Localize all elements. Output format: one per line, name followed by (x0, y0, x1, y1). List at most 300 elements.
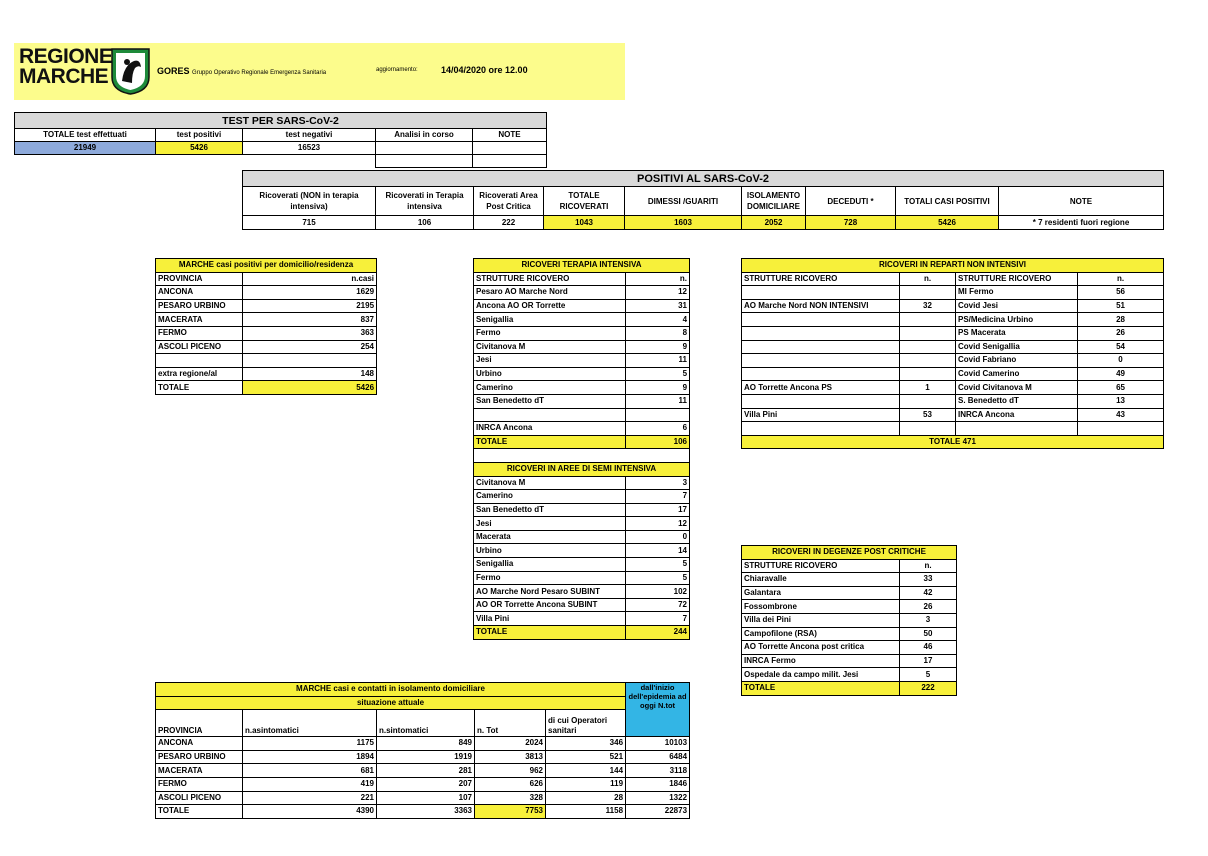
semi-row-cell: 5 (626, 558, 690, 572)
province-row (156, 326, 377, 340)
semi-total-row (474, 626, 690, 640)
semi-row-cell: Macerata (474, 530, 626, 544)
province-row-cell: 363 (243, 326, 377, 340)
semi-row-cell: 12 (626, 517, 690, 531)
reparti-row (742, 340, 1164, 354)
reparti-row-cell: Villa Pini (742, 408, 900, 422)
isolamento-row-cell: 681 (243, 764, 377, 778)
postcritiche-total-row (742, 681, 957, 695)
isolamento-table (155, 682, 690, 819)
isolamento-row (156, 791, 690, 805)
isolamento-header-since-start: dall'inizio dell'epidemia ad oggi N.tot (626, 683, 690, 737)
reparti-row-cell (900, 394, 956, 408)
semi-row (474, 585, 690, 599)
reparti-row-cell (742, 340, 900, 354)
reparti-row-cell (742, 286, 900, 300)
terapia-row (474, 286, 690, 300)
terapia-total-row (474, 435, 690, 449)
semi-row (474, 530, 690, 544)
isolamento-row (156, 750, 690, 764)
postcritiche-row (742, 641, 957, 655)
province-row (156, 299, 377, 313)
reparti-row (742, 299, 1164, 313)
terapia-row-cell: INRCA Ancona (474, 422, 626, 436)
isolamento-row-cell: 144 (546, 764, 626, 778)
province-row-cell: 1629 (243, 286, 377, 300)
reparti-row-cell: Covid Civitanova M (956, 381, 1078, 395)
terapia-row-cell: Ancona AO OR Torrette (474, 299, 626, 313)
postcritiche-row (742, 586, 957, 600)
positivi-header-ricoverati: Ricoverati (NON in terapia intensiva) (243, 187, 376, 216)
isolamento-row-cell: 119 (546, 777, 626, 791)
province-row-cell: ASCOLI PICENO (156, 340, 243, 354)
postcritiche-row-cell: 46 (900, 641, 957, 655)
isolamento-row-cell: 2024 (475, 737, 546, 751)
isolamento-total-sintomatici: 3363 (377, 805, 475, 819)
isolamento-row-cell: 10103 (626, 737, 690, 751)
reparti-row-cell: PS Macerata (956, 326, 1078, 340)
post-critiche-table (741, 545, 957, 696)
update-date: 14/04/2020 ore 12.00 (441, 65, 528, 75)
postcritiche-row-cell: Villa dei Pini (742, 613, 900, 627)
reparti-row-cell: 56 (1078, 286, 1164, 300)
isolamento-subtitle: situazione attuale (156, 696, 626, 710)
terapia-row (474, 367, 690, 381)
terapia-row-cell (626, 408, 690, 422)
terapia-row-cell: Camerino (474, 381, 626, 395)
terapia-row-cell: 8 (626, 326, 690, 340)
province-row-cell: 2195 (243, 299, 377, 313)
reparti-row-cell: 49 (1078, 367, 1164, 381)
isolamento-row (156, 764, 690, 778)
isolamento-row-cell: 6484 (626, 750, 690, 764)
test-header-notes: NOTE (473, 129, 547, 142)
postcritiche-row-cell: Chiaravalle (742, 573, 900, 587)
terapia-row-cell: Pesaro AO Marche Nord (474, 286, 626, 300)
terapia-row-cell: Civitanova M (474, 340, 626, 354)
semi-row (474, 612, 690, 626)
isolamento-row (156, 777, 690, 791)
reparti-row-cell (900, 340, 956, 354)
logo-line-1: REGIONE (19, 45, 113, 68)
terapia-row-cell: 6 (626, 422, 690, 436)
isolamento-row-cell: 346 (546, 737, 626, 751)
terapia-header-name: STRUTTURE RICOVERO (474, 272, 626, 286)
isolamento-row-cell: 1846 (626, 777, 690, 791)
isolamento-row-cell: PESARO URBINO (156, 750, 243, 764)
test-header-total: TOTALE test effettuati (15, 129, 156, 142)
positivi-value-note: * 7 residenti fuori regione (999, 216, 1164, 230)
terapia-row-cell: 9 (626, 381, 690, 395)
postcritiche-row-cell: 26 (900, 600, 957, 614)
isolamento-row-cell: 849 (377, 737, 475, 751)
semi-row (474, 517, 690, 531)
province-header-name: PROVINCIA (156, 272, 243, 286)
postcritiche-row-cell: INRCA Fermo (742, 654, 900, 668)
reparti-row-cell: 43 (1078, 408, 1164, 422)
terapia-row (474, 422, 690, 436)
region-logo-text (19, 47, 112, 87)
reparti-row-cell (1078, 422, 1164, 436)
reparti-row (742, 326, 1164, 340)
isolamento-row-cell: 3118 (626, 764, 690, 778)
semi-row-cell: 17 (626, 503, 690, 517)
postcritiche-row (742, 627, 957, 641)
positivi-header-note: NOTE (999, 187, 1164, 216)
semi-row-cell: Urbino (474, 544, 626, 558)
reparti-row-cell: INRCA Ancona (956, 408, 1078, 422)
isolamento-row-cell: 962 (475, 764, 546, 778)
test-table (14, 112, 547, 168)
terapia-row (474, 354, 690, 368)
test-value-negative: 16523 (243, 142, 376, 155)
isolamento-row-cell: 1175 (243, 737, 377, 751)
reparti-header-row (742, 272, 1164, 286)
positivi-value-totale-ricoverati: 1043 (544, 216, 625, 230)
province-header-row (156, 272, 377, 286)
reparti-non-intensivi-table (741, 258, 1164, 449)
reparti-row-cell: 1 (900, 381, 956, 395)
header-banner (14, 43, 625, 100)
isolamento-total-row (156, 805, 690, 819)
terapia-row (474, 408, 690, 422)
reparti-row (742, 354, 1164, 368)
province-row-cell: 254 (243, 340, 377, 354)
province-row-cell: PESARO URBINO (156, 299, 243, 313)
reparti-row (742, 313, 1164, 327)
postcritiche-row (742, 600, 957, 614)
semi-total-value: 244 (626, 626, 690, 640)
semi-row (474, 503, 690, 517)
test-header-positive: test positivi (156, 129, 243, 142)
positivi-value-terapia: 106 (376, 216, 474, 230)
isolamento-row-cell: MACERATA (156, 764, 243, 778)
postcritiche-row-cell: Galantara (742, 586, 900, 600)
test-value-row (15, 142, 547, 155)
postcritiche-title: RICOVERI IN DEGENZE POST CRITICHE (742, 546, 957, 560)
semi-row-cell: Senigallia (474, 558, 626, 572)
region-emblem-icon (110, 47, 151, 95)
reparti-total: TOTALE 471 (742, 435, 1164, 449)
reparti-row (742, 286, 1164, 300)
province-row-cell: MACERATA (156, 313, 243, 327)
isolamento-row-cell: FERMO (156, 777, 243, 791)
postcritiche-row-cell: 17 (900, 654, 957, 668)
reparti-row-cell (742, 422, 900, 436)
terapia-row-cell: 31 (626, 299, 690, 313)
isolamento-total-asintomatici: 4390 (243, 805, 377, 819)
province-total-label: TOTALE (156, 381, 243, 395)
reparti-row-cell (742, 367, 900, 381)
logo-line-2: MARCHE (19, 65, 109, 88)
isolamento-row-cell: 626 (475, 777, 546, 791)
reparti-row-cell: 0 (1078, 354, 1164, 368)
province-row (156, 313, 377, 327)
reparti-row-cell: Covid Fabriano (956, 354, 1078, 368)
semi-row-cell: Jesi (474, 517, 626, 531)
semi-title: RICOVERI IN AREE DI SEMI INTENSIVA (474, 462, 690, 476)
isolamento-row-cell: 1322 (626, 791, 690, 805)
reparti-row-cell (742, 394, 900, 408)
test-value-pending (376, 142, 473, 155)
province-total-value: 5426 (243, 381, 377, 395)
isolamento-row-cell: 3813 (475, 750, 546, 764)
positivi-header-totali: TOTALI CASI POSITIVI (896, 187, 999, 216)
postcritiche-row-cell: Fossombrone (742, 600, 900, 614)
positivi-header-row (243, 187, 1164, 216)
test-title: TEST PER SARS-CoV-2 (15, 113, 547, 129)
terapia-row (474, 381, 690, 395)
terapia-row-cell: 11 (626, 354, 690, 368)
reparti-row (742, 422, 1164, 436)
reparti-row-cell (900, 326, 956, 340)
isolamento-total-label: TOTALE (156, 805, 243, 819)
postcritiche-row-cell: 50 (900, 627, 957, 641)
positivi-value-totali: 5426 (896, 216, 999, 230)
semi-row (474, 598, 690, 612)
province-total-row (156, 381, 377, 395)
isolamento-row-cell: 1894 (243, 750, 377, 764)
terapia-row-cell: 5 (626, 367, 690, 381)
postcritiche-total-value: 222 (900, 681, 957, 695)
terapia-row-cell: 9 (626, 340, 690, 354)
test-empty-cell (473, 155, 547, 168)
positivi-header-isolamento: ISOLAMENTO DOMICILIARE (742, 187, 806, 216)
semi-row-cell: Fermo (474, 571, 626, 585)
semi-row-cell: 7 (626, 490, 690, 504)
reparti-row-cell (956, 422, 1078, 436)
reparti-row-cell: 65 (1078, 381, 1164, 395)
semi-row-cell: AO OR Torrette Ancona SUBINT (474, 598, 626, 612)
positivi-value-deceduti: 728 (806, 216, 896, 230)
reparti-row-cell: 26 (1078, 326, 1164, 340)
semi-row (474, 571, 690, 585)
postcritiche-row (742, 654, 957, 668)
test-empty-cell (376, 155, 473, 168)
province-title: MARCHE casi positivi per domicilio/residenza (156, 259, 377, 273)
isolamento-header-operatori: di cui Operatori sanitari (546, 710, 626, 737)
semi-row-cell: San Benedetto dT (474, 503, 626, 517)
reparti-row (742, 408, 1164, 422)
positivi-header-dimessi: DIMESSI /GUARITI (625, 187, 742, 216)
test-value-positive: 5426 (156, 142, 243, 155)
reparti-row-cell: AO Torrette Ancona PS (742, 381, 900, 395)
terapia-row-cell: Senigallia (474, 313, 626, 327)
postcritiche-total-label: TOTALE (742, 681, 900, 695)
reparti-row-cell: 32 (900, 299, 956, 313)
terapia-row-cell: 11 (626, 394, 690, 408)
postcritiche-header-count: n. (900, 559, 957, 573)
terapia-row-cell: San Benedetto dT (474, 394, 626, 408)
isolamento-row-cell: 281 (377, 764, 475, 778)
reparti-total-row (742, 435, 1164, 449)
positivi-value-isolamento: 2052 (742, 216, 806, 230)
province-row-cell: 837 (243, 313, 377, 327)
reparti-row (742, 367, 1164, 381)
reparti-row-cell: 28 (1078, 313, 1164, 327)
reparti-row-cell: 54 (1078, 340, 1164, 354)
semi-row-cell: 102 (626, 585, 690, 599)
gores-acronym: GORES (157, 66, 190, 76)
postcritiche-row-cell: 33 (900, 573, 957, 587)
isolamento-total-since-start: 22873 (626, 805, 690, 819)
postcritiche-row-cell: 5 (900, 668, 957, 682)
province-row-cell (243, 354, 377, 368)
semi-row-cell: Camerino (474, 490, 626, 504)
isolamento-header-sintomatici: n.sintomatici (377, 710, 475, 737)
reparti-row-cell: 13 (1078, 394, 1164, 408)
reparti-row-cell: PS/Medicina Urbino (956, 313, 1078, 327)
semi-row (474, 490, 690, 504)
reparti-header-name-2: STRUTTURE RICOVERO (956, 272, 1078, 286)
reparti-row-cell (742, 354, 900, 368)
province-row-cell: 148 (243, 367, 377, 381)
province-row-cell: extra regione/al (156, 367, 243, 381)
isolamento-row-cell: 207 (377, 777, 475, 791)
postcritiche-row (742, 613, 957, 627)
terapia-title: RICOVERI TERAPIA INTENSIVA (474, 259, 690, 273)
positivi-value-row (243, 216, 1164, 230)
semi-row-cell: Villa Pini (474, 612, 626, 626)
terapia-total-label: TOTALE (474, 435, 626, 449)
reparti-row-cell (742, 313, 900, 327)
terapia-header-row (474, 272, 690, 286)
isolamento-header-row (156, 710, 690, 737)
isolamento-header-tot: n. Tot (475, 710, 546, 737)
positivi-header-postcritica: Ricoverati Area Post Critica (474, 187, 544, 216)
reparti-row-cell (900, 367, 956, 381)
gores-full-name: Gruppo Operativo Regionale Emergenza Sanitaria (192, 70, 327, 76)
isolamento-row-cell: ASCOLI PICENO (156, 791, 243, 805)
semi-row (474, 544, 690, 558)
terapia-intensiva-table (473, 258, 690, 640)
semi-row (474, 558, 690, 572)
positivi-title: POSITIVI AL SARS-CoV-2 (243, 171, 1164, 187)
terapia-spacer (474, 449, 690, 463)
semi-row-cell: 7 (626, 612, 690, 626)
postcritiche-row-cell: 42 (900, 586, 957, 600)
province-table (155, 258, 377, 395)
reparti-header-name-1: STRUTTURE RICOVERO (742, 272, 900, 286)
terapia-row (474, 394, 690, 408)
terapia-row-cell (474, 408, 626, 422)
province-row (156, 367, 377, 381)
reparti-row-cell (742, 326, 900, 340)
province-row (156, 340, 377, 354)
positivi-table (242, 170, 1164, 230)
terapia-row (474, 326, 690, 340)
province-row-cell (156, 354, 243, 368)
province-row (156, 354, 377, 368)
positivi-header-totale-ricoverati: TOTALE RICOVERATI (544, 187, 625, 216)
positivi-value-dimessi: 1603 (625, 216, 742, 230)
semi-total-label: TOTALE (474, 626, 626, 640)
reparti-row (742, 394, 1164, 408)
reparti-header-count-1: n. (900, 272, 956, 286)
terapia-row-cell: Fermo (474, 326, 626, 340)
reparti-row-cell: MI Fermo (956, 286, 1078, 300)
gores-label (157, 66, 326, 76)
terapia-total-value: 106 (626, 435, 690, 449)
isolamento-row-cell: ANCONA (156, 737, 243, 751)
reparti-row-cell: 51 (1078, 299, 1164, 313)
test-header-row (15, 129, 547, 142)
province-row-cell: FERMO (156, 326, 243, 340)
postcritiche-row-cell: Campofilone (RSA) (742, 627, 900, 641)
reparti-row-cell: S. Benedetto dT (956, 394, 1078, 408)
isolamento-row (156, 737, 690, 751)
postcritiche-row (742, 573, 957, 587)
reparti-row-cell (900, 286, 956, 300)
reparti-row-cell: Covid Senigallia (956, 340, 1078, 354)
test-value-notes (473, 142, 547, 155)
semi-row (474, 476, 690, 490)
test-value-total: 21949 (15, 142, 156, 155)
postcritiche-row-cell: 3 (900, 613, 957, 627)
positivi-header-terapia: Ricoverati in Terapia intensiva (376, 187, 474, 216)
isolamento-row-cell: 521 (546, 750, 626, 764)
province-row (156, 286, 377, 300)
reparti-row-cell: Covid Jesi (956, 299, 1078, 313)
province-row-cell: ANCONA (156, 286, 243, 300)
isolamento-header-provincia: PROVINCIA (156, 710, 243, 737)
terapia-row (474, 313, 690, 327)
province-header-count: n.casi (243, 272, 377, 286)
isolamento-header-asintomatici: n.asintomatici (243, 710, 377, 737)
test-header-negative: test negativi (243, 129, 376, 142)
reparti-row-cell: AO Marche Nord NON INTENSIVI (742, 299, 900, 313)
semi-row-cell: 72 (626, 598, 690, 612)
semi-row-cell: 3 (626, 476, 690, 490)
semi-row-cell: 14 (626, 544, 690, 558)
postcritiche-row-cell: Ospedale da campo milit. Jesi (742, 668, 900, 682)
reparti-row (742, 381, 1164, 395)
terapia-row-cell: 12 (626, 286, 690, 300)
semi-row-cell: Civitanova M (474, 476, 626, 490)
positivi-header-deceduti: DECEDUTI * (806, 187, 896, 216)
terapia-header-count: n. (626, 272, 690, 286)
isolamento-row-cell: 1919 (377, 750, 475, 764)
terapia-row (474, 299, 690, 313)
isolamento-total-operatori: 1158 (546, 805, 626, 819)
reparti-row-cell: Covid Camerino (956, 367, 1078, 381)
terapia-row-cell: Jesi (474, 354, 626, 368)
postcritiche-row-cell: AO Torrette Ancona post critica (742, 641, 900, 655)
isolamento-row-cell: 28 (546, 791, 626, 805)
reparti-row-cell (900, 354, 956, 368)
postcritiche-row (742, 668, 957, 682)
test-header-pending: Analisi in corso (376, 129, 473, 142)
isolamento-title: MARCHE casi e contatti in isolamento domiciliare (156, 683, 626, 697)
reparti-row-cell (900, 422, 956, 436)
postcritiche-header-row (742, 559, 957, 573)
terapia-row-cell: Urbino (474, 367, 626, 381)
reparti-header-count-2: n. (1078, 272, 1164, 286)
terapia-row-cell: 4 (626, 313, 690, 327)
positivi-value-postcritica: 222 (474, 216, 544, 230)
reparti-row-cell: 53 (900, 408, 956, 422)
terapia-row (474, 340, 690, 354)
isolamento-total-tot: 7753 (475, 805, 546, 819)
isolamento-row-cell: 419 (243, 777, 377, 791)
isolamento-row-cell: 107 (377, 791, 475, 805)
reparti-title: RICOVERI IN REPARTI NON INTENSIVI (742, 259, 1164, 273)
semi-row-cell: 0 (626, 530, 690, 544)
update-label: aggiornamento: (376, 67, 418, 73)
reparti-row-cell (900, 313, 956, 327)
isolamento-row-cell: 328 (475, 791, 546, 805)
postcritiche-header-name: STRUTTURE RICOVERO (742, 559, 900, 573)
